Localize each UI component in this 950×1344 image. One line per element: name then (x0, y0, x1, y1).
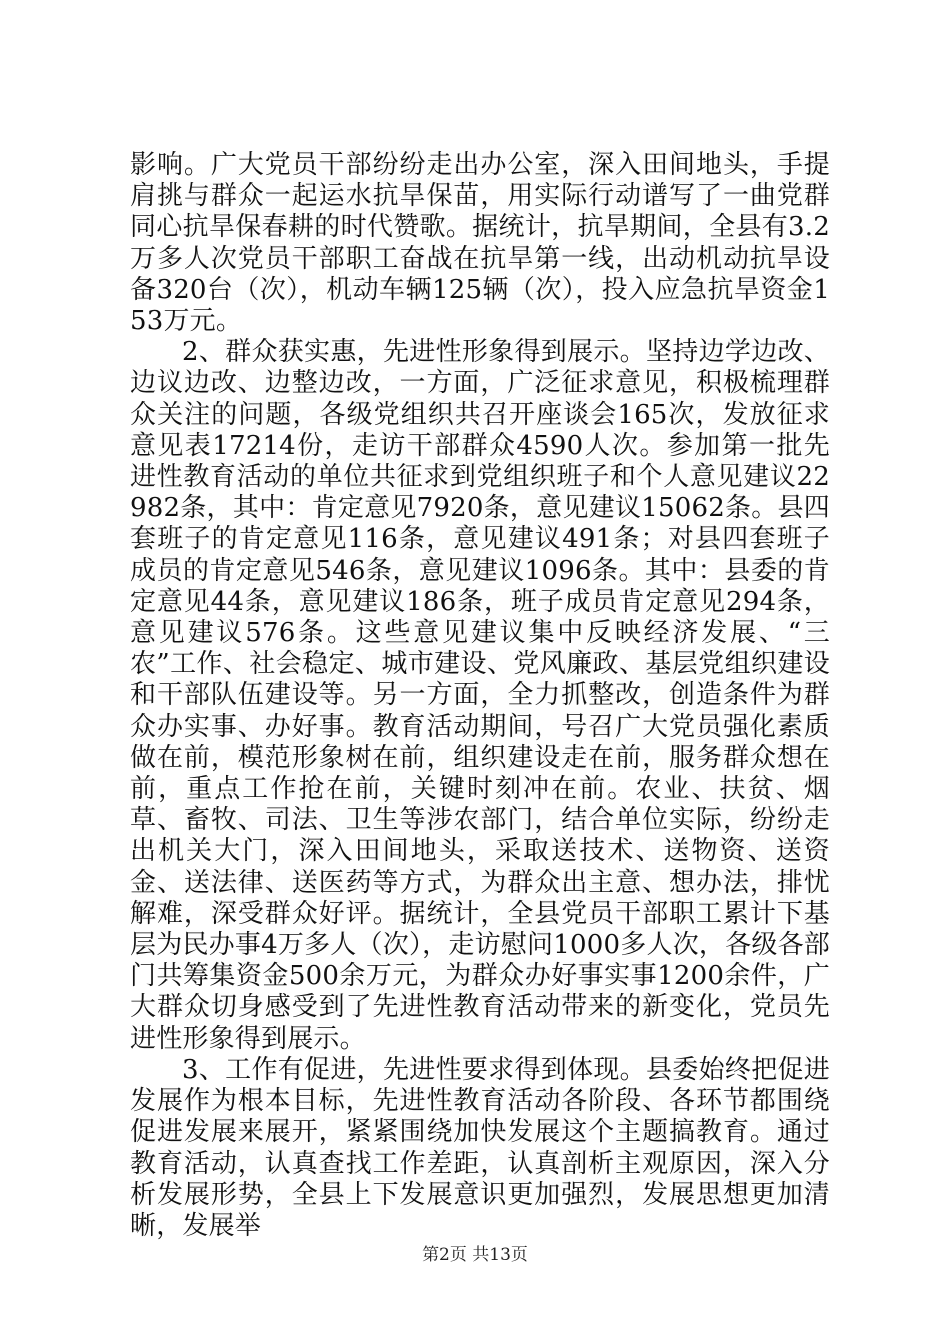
paragraph-3: 3、工作有促进，先进性要求得到体现。县委始终把促进发展作为根本目标，先进性教育活动各阶段、各环节都围绕促进发展来展开，紧紧围绕加快发展这个主题搞教育。通过教育活动，认真查找工作差距，认真剖析主观原因，深入分析发展形势，全县上下发展意识更加强烈，发展思想更加清晰，发展举 (130, 1054, 830, 1241)
paragraph-1: 影响。广大党员干部纷纷走出办公室，深入田间地头，手提肩挑与群众一起运水抗旱保苗，用实际行动谱写了一曲党群同心抗旱保春耕的时代赞歌。据统计，抗旱期间，全县有3.2万多人次党员干部职工奋战在抗旱第一线，出动机动抗旱设备320台（次），机动车辆125辆（次），投入应急抗旱资金153万元。 (130, 150, 830, 337)
paragraph-2: 2、群众获实惠，先进性形象得到展示。坚持边学边改、边议边改、边整边改，一方面，广泛征求意见，积极梳理群众关注的问题，各级党组织共召开座谈会165次，发放征求意见表17214份，走访干部群众4590人次。参加第一批先进性教育活动的单位共征求到党组织班子和个人意见建议22982条，其中：肯定意见7920条，意见建议15062条。县四套班子的肯定意见116条，意见建议491条；对县四套班子成员的肯定意见546条，意见建议1096条。其中：县委的肯定意见44条，意见建议186条，班子成员肯定意见294条，意见建议576条。这些意见建议集中反映经济发展、“三农”工作、社会稳定、城市建设、党风廉政、基层党组织建设和干部队伍建设等。另一方面，全力抓整改，创造条件为群众办实事、办好事。教育活动期间，号召广大党员强化素质做在前，模范形象树在前，组织建设走在前，服务群众想在前，重点工作抢在前，关键时刻冲在前。农业、扶贫、烟草、畜牧、司法、卫生等涉农部门，结合单位实际，纷纷走出机关大门，深入田间地头，采取送技术、送物资、送资金、送法律、送医药等方式，为群众出主意、想办法，排忧解难，深受群众好评。据统计，全县党员干部职工累计下基层为民办事4万多人（次），走访慰问1000多人次，各级各部门共筹集资金500余万元，为群众办好事实事1200余件，广大群众切身感受到了先进性教育活动带来的新变化，党员先进性形象得到展示。 (130, 337, 830, 1054)
page-number-label: 第2页 共13页 (422, 1245, 528, 1265)
page-footer (0, 1240, 950, 1265)
document-body (130, 150, 830, 1242)
